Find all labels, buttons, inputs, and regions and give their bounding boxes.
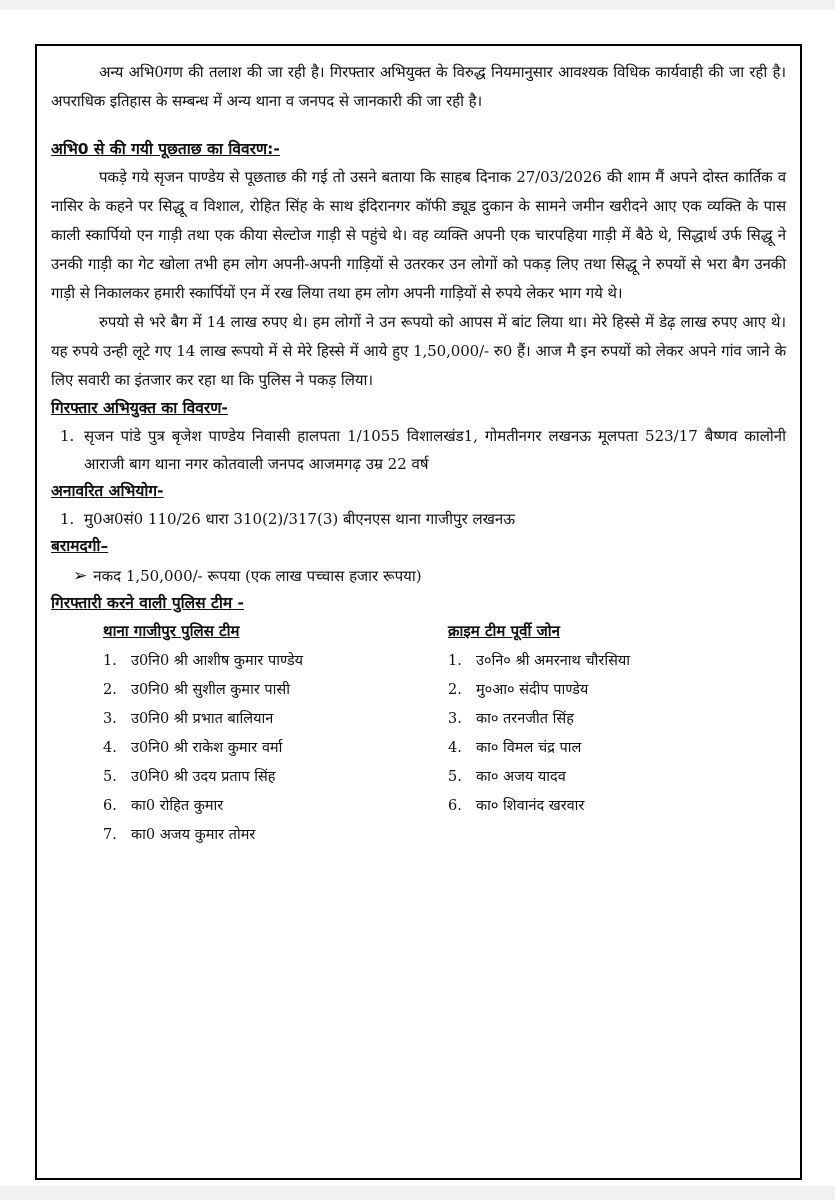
member-name: का० विमल चंद्र पाल — [476, 740, 582, 756]
member-number: 6. — [103, 798, 117, 814]
recovery-item-text: नकद 1,50,000/- रूपया (एक लाख पच्चास हजार रूपया) — [93, 567, 422, 585]
member-name: का0 अजय कुमार तोमर — [131, 827, 256, 843]
member-name: मु०आ० संदीप पाण्डेय — [476, 682, 589, 698]
crime-team-column — [448, 617, 630, 821]
list-item — [103, 821, 303, 850]
member-name: उ0नि0 श्री प्रभात बालियान — [131, 711, 274, 727]
ghazipur-team-column — [103, 617, 303, 850]
member-name: का० तरनजीत सिंह — [476, 711, 574, 727]
crime-team-list — [448, 647, 630, 821]
interrogation-paragraph-1: पकड़े गये सृजन पाण्डेय से पूछताछ की गई तो उसने बताया कि साहब दिनाक 27/03/2026 की शाम मैं अपने दोस्त कार्तिक व नासिर के कहने पर सिद्धू व विशाल, रोहित सिंह के साथ इंदिरानगर कॉफी ड्यूड दुकान के सामने जमीन खरीदने आए एक व्यक्ति के पास काली स्कार्पियो एन गाड़ी तथा एक कीया सेल्टोज गाड़ी से पहुंचे थे। वह व्यक्ति अपनी एक चारपहिया गाड़ी में बैठे थे, सिद्धार्थ उर्फ सिद्धू ने उनकी गाड़ी का गेट खोला तभी हम लोग अपनी-अपनी गाड़ियों से उतरकर उन लोगों को पकड़ लिए तथा सिद्धू ने रुपयों से भरा बैग उनकी गाड़ी से निकालकर हमारी स्कार्पियों एन में रख लिया तथा हम लोग अपनी गाड़ियों से रुपये लेकर भाग गये थे। — [51, 168, 786, 302]
member-name: का0 रोहित कुमार — [131, 798, 224, 814]
member-number: 3. — [448, 711, 462, 727]
bottom-margin-strip — [0, 1186, 835, 1200]
arrested-heading: गिरफ्तार अभियुक्त का विवरण- — [51, 399, 228, 417]
member-number: 2. — [448, 682, 462, 698]
member-number: 7. — [103, 827, 117, 843]
list-item — [448, 734, 630, 763]
crime-team-title: क्राइम टीम पूर्वी जोन — [448, 622, 560, 640]
arrested-item-number: 1. — [60, 427, 75, 445]
list-item — [103, 647, 303, 676]
list-item — [103, 792, 303, 821]
member-name: उ0नि0 श्री राकेश कुमार वर्मा — [131, 740, 283, 756]
list-item — [448, 647, 630, 676]
intro-paragraph: अन्य अभि0गण की तलाश की जा रही है। गिरफ्तार अभियुक्त के विरुद्ध नियमानुसार आवश्यक विधिक कार्यवाही की जा रही है। अपराधिक इतिहास के सम्बन्ध में अन्य थाना व जनपद से जानकारी की जा रही है। — [51, 63, 786, 110]
list-item — [103, 734, 303, 763]
member-number: 2. — [103, 682, 117, 698]
member-number: 4. — [448, 740, 462, 756]
recovery-heading: बरामदगी– — [51, 537, 109, 555]
arrested-item-text: सृजन पांडे पुत्र बृजेश पाण्डेय निवासी हालपता 1/1055 विशालखंड1, गोमतीनगर लखनऊ मूलपता 523/17 बैष्णव कालोनी आराजी बाग थाना नगर कोतवाली जनपद आजमगढ़ उम्र 22 वर्ष — [84, 427, 786, 473]
ghazipur-team-list — [103, 647, 303, 850]
member-name: उ0नि0 श्री सुशील कुमार पासी — [131, 682, 290, 698]
ghazipur-team-title: थाना गाजीपुर पुलिस टीम — [103, 622, 240, 640]
member-number: 5. — [448, 769, 462, 785]
case-heading: अनावरित अभियोग- — [51, 482, 164, 500]
member-name: उ0नि0 श्री आशीष कुमार पाण्डेय — [131, 653, 304, 669]
member-number: 6. — [448, 798, 462, 814]
member-number: 3. — [103, 711, 117, 727]
top-margin-strip — [0, 0, 835, 10]
list-item — [103, 763, 303, 792]
list-item — [103, 676, 303, 705]
arrested-item — [51, 422, 786, 478]
case-item — [51, 505, 786, 533]
case-item-number: 1. — [60, 510, 75, 528]
member-number: 1. — [103, 653, 117, 669]
team-heading: गिरफ्तारी करने वाली पुलिस टीम - — [51, 594, 244, 612]
member-name: का० शिवानंद खरवार — [476, 798, 585, 814]
member-name: उ0नि0 श्री उदय प्रताप सिंह — [131, 769, 276, 785]
member-number: 4. — [103, 740, 117, 756]
list-item — [448, 705, 630, 734]
list-item — [448, 763, 630, 792]
list-item — [448, 676, 630, 705]
list-item — [103, 705, 303, 734]
member-name: का० अजय यादव — [476, 769, 566, 785]
interrogation-heading: अभि0 से की गयी पूछताछ का विवरण:- — [51, 140, 280, 158]
team-columns — [51, 617, 786, 847]
list-item — [448, 792, 630, 821]
member-number: 5. — [103, 769, 117, 785]
interrogation-paragraph-2: रुपयो से भरे बैग में 14 लाख रुपए थे। हम लोगों ने उन रूपयो को आपस में बांट लिया था। मेरे हिस्से में डेढ़ लाख रुपए आए थे। यह रुपये उन्ही लूटे गए 14 लाख रूपयो में से मेरे हिस्से में आये हुए 1,50,000/- रु0 हैं। आज मै इन रुपयों को लेकर अपने गांव जाने के लिए सवारी का इंतजार कर रहा था कि पुलिस ने पकड़ लिया। — [51, 313, 786, 389]
member-number: 1. — [448, 653, 462, 669]
recovery-item — [51, 562, 786, 590]
case-item-text: मु0अ0सं0 110/26 धारा 310(2)/317(3) बीएनएस थाना गाजीपुर लखनऊ — [84, 510, 516, 528]
arrow-bullet-icon: ➢ — [73, 566, 88, 586]
member-name: उ०नि० श्री अमरनाथ चौरसिया — [476, 653, 631, 669]
document-border — [35, 44, 802, 1180]
document-body — [51, 58, 786, 847]
